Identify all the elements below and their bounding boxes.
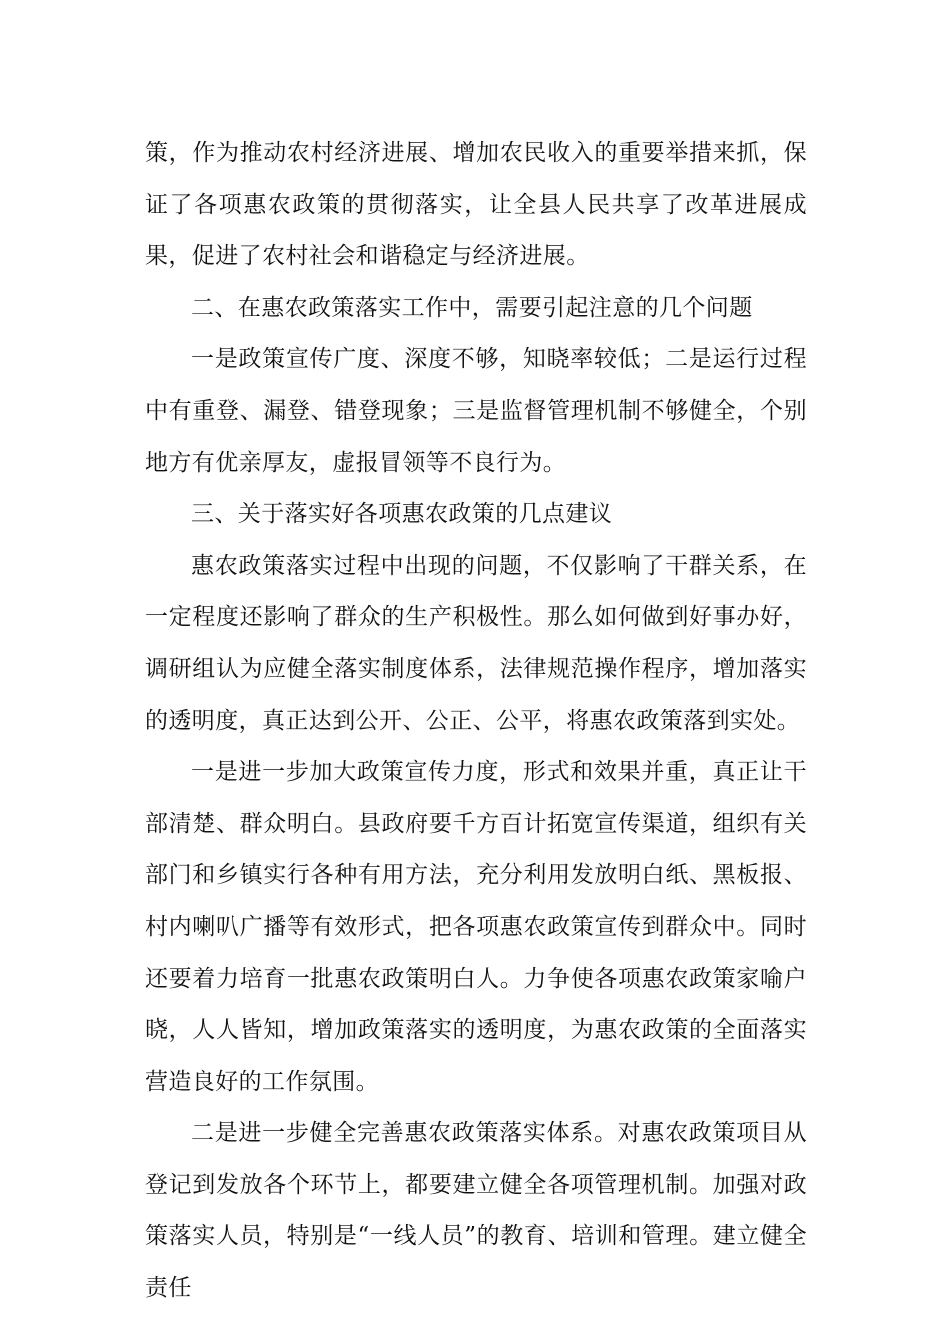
paragraph-suggestions-intro: 惠农政策落实过程中出现的问题，不仅影响了干群关系，在一定程度还影响了群众的生产积极性。那么如何做到好事办好，调研组认为应健全落实制度体系，法律规范操作程序，增加落实的透明度，真正达到公开、公正、公平，将惠农政策落到实处。 (145, 552, 807, 734)
paragraph-issues: 一是政策宣传广度、深度不够，知晓率较低；二是运行过程中有重登、漏登、错登现象；三是监督管理机制不够健全，个别地方有优亲厚友，虚报冒领等不良行为。 (145, 346, 807, 476)
paragraph-suggestion-2: 二是进一步健全完善惠农政策落实体系。对惠农政策项目从登记到发放各个环节上，都要建立健全各项管理机制。加强对政策落实人员，特别是“一线人员”的教育、培训和管理。建立健全责任 (145, 1120, 807, 1302)
paragraph-continuation: 策，作为推动农村经济进展、增加农民收入的重要举措来抓，保证了各项惠农政策的贯彻落实，让全县人民共享了改革进展成果，促进了农村社会和谐稳定与经济进展。 (145, 140, 807, 270)
section-heading-2: 二、在惠农政策落实工作中，需要引起注意的几个问题 (191, 294, 753, 321)
section-heading-3: 三、关于落实好各项惠农政策的几点建议 (191, 501, 613, 528)
document-body (145, 128, 807, 1315)
paragraph-suggestion-1: 一是进一步加大政策宣传力度，形式和效果并重，真正让干部清楚、群众明白。县政府要千方百计拓宽宣传渠道，组织有关部门和乡镇实行各种有用方法，充分利用发放明白纸、黑板报、村内喇叭广播等有效形式，把各项惠农政策宣传到群众中。同时还要着力培育一批惠农政策明白人。力争使各项惠农政策家喻户晓，人人皆知，增加政策落实的透明度，为惠农政策的全面落实营造良好的工作氛围。 (145, 759, 807, 1095)
